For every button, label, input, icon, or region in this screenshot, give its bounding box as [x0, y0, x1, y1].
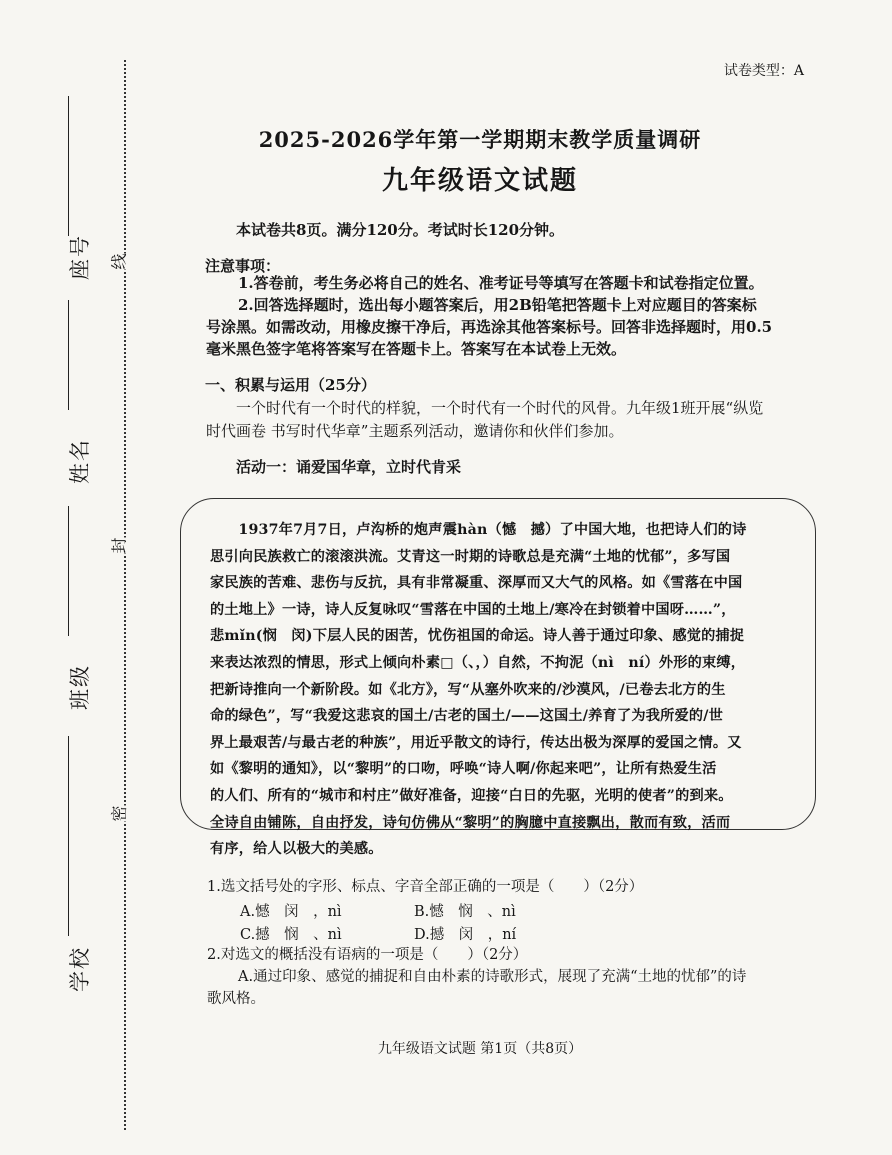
seat-label: 座号: [68, 234, 92, 280]
q2-stem: 2.对选文的概括没有语病的一项是（ ）（2分）: [207, 947, 528, 963]
q1-option-c: C.撼 悯 、nì: [240, 927, 342, 943]
passage-line: 悲mǐn(悯 闵)下层人民的困苦，忧伤祖国的命运。诗人善于通过印象、感觉的捕捉: [210, 628, 745, 645]
seal-mark: 封: [105, 537, 132, 553]
line-mark: 线: [105, 253, 132, 269]
q2-option-a-cont: 歌风格。: [207, 991, 265, 1007]
section1-intro-1: 一个时代有一个时代的样貌，一个时代有一个时代的风骨。九年级1班开展“纵览: [236, 399, 764, 417]
school-label: 学校: [68, 946, 92, 992]
exam-title: 2025-2026学年第一学期期末教学质量调研: [258, 127, 702, 152]
binding-dotted-line: [124, 60, 126, 1130]
passage-line: 家民族的苦难、悲伤与反抗，具有非常凝重、深厚而又大气的风格。如《雪落在中国: [210, 575, 743, 592]
page-footer: 九年级语文试题 第1页（共8页）: [377, 1041, 583, 1057]
activity-1-heading: 活动一：诵爱国华章，立时代肯采: [236, 458, 462, 476]
passage-line: 界上最艰苦/与最古老的种族”，用近乎散文的诗行，传达出极为深厚的爱国之情。又: [210, 734, 742, 751]
q1-option-b: B.憾 悯 、nì: [414, 904, 516, 920]
class-label: 班级: [68, 664, 92, 710]
exam-intro: 本试卷共8页。满分120分。考试时长120分钟。: [236, 221, 565, 239]
passage-line: 全诗自由铺陈，自由抒发，诗句仿佛从“黎明”的胸臆中直接飘出，散而有致，活而: [210, 814, 731, 831]
exam-subtitle: 九年级语文试题: [381, 166, 578, 196]
passage-line: 1937年7月7日，卢沟桥的炮声震hàn（憾 撼）了中国大地，也把诗人们的诗: [238, 522, 747, 538]
note-1: 1.答卷前，考生务必将自己的姓名、准考证号等填写在答题卡和试卷指定位置。: [238, 274, 764, 292]
note-2: 2.回答选择题时，选出每小题答案后，用2B铅笔把答题卡上对应题目的答案标: [238, 296, 757, 314]
class-underline: [68, 506, 69, 636]
passage-line: 把新诗推向一个新阶段。如《北方》，写“从塞外吹来的/沙漠风，/已卷去北方的生: [210, 681, 726, 698]
passage-line: 有序，给人以极大的美感。: [210, 841, 383, 858]
q2-option-a: A.通过印象、感觉的捕捉和自由朴素的诗歌形式，展现了充满“土地的忧郁”的诗: [238, 969, 747, 985]
q1-stem: 1.选文括号处的字形、标点、字音全部正确的一项是（ ）（2分）: [207, 879, 644, 895]
q1-option-a: A.憾 闵 ，nì: [240, 904, 342, 920]
q1-option-d: D.撼 闵 ，ní: [414, 927, 517, 943]
note-2-end: 毫米黑色签字笔将答案写在答题卡上。答案写在本试卷上无效。: [206, 340, 627, 358]
secret-mark: 密: [105, 805, 132, 821]
passage-line: 命的绿色”，写“我爱这悲哀的国土/古老的国土/——这国土/养育了为我所爱的/世: [210, 708, 724, 725]
note-2-cont: 号涂黑。如需改动，用橡皮擦干净后，再选涂其他答案标号。回答非选择题时，用0.5: [206, 318, 773, 336]
passage-line: 如《黎明的通知》，以“黎明”的口吻，呼唤“诗人啊/你起来吧”，让所有热爱生活: [210, 761, 717, 778]
school-underline: [68, 736, 69, 936]
passage-line: 来表达浓烈的情思，形式上倾向朴素□（、，）自然，不拘泥（nì ní）外形的束缚，: [210, 654, 746, 671]
passage: [210, 517, 800, 863]
name-underline: [68, 300, 69, 410]
passage-line: 的人们、所有的“城市和村庄”做好准备，迎接“白日的先驱，光明的使者”的到来。: [210, 787, 733, 804]
section1-intro-2: 时代画卷 书写时代华章”主题系列活动，邀请你和伙伴们参加。: [206, 422, 624, 440]
section1-heading: 一、积累与运用（25分）: [205, 376, 376, 394]
passage-line: 思引向民族救亡的滚滚洪流。艾青这一时期的诗歌总是充满“土地的忧郁”，多写国: [210, 548, 731, 565]
notes-heading: 注意事项：: [205, 257, 281, 275]
name-label: 姓名: [68, 438, 92, 484]
paper-type: 试卷类型：A: [723, 63, 804, 79]
passage-line: 的土地上》一诗，诗人反复咏叹“雪落在中国的土地上/寒冷在封锁着中国呀……”，: [210, 601, 736, 618]
seat-underline: [68, 96, 69, 236]
